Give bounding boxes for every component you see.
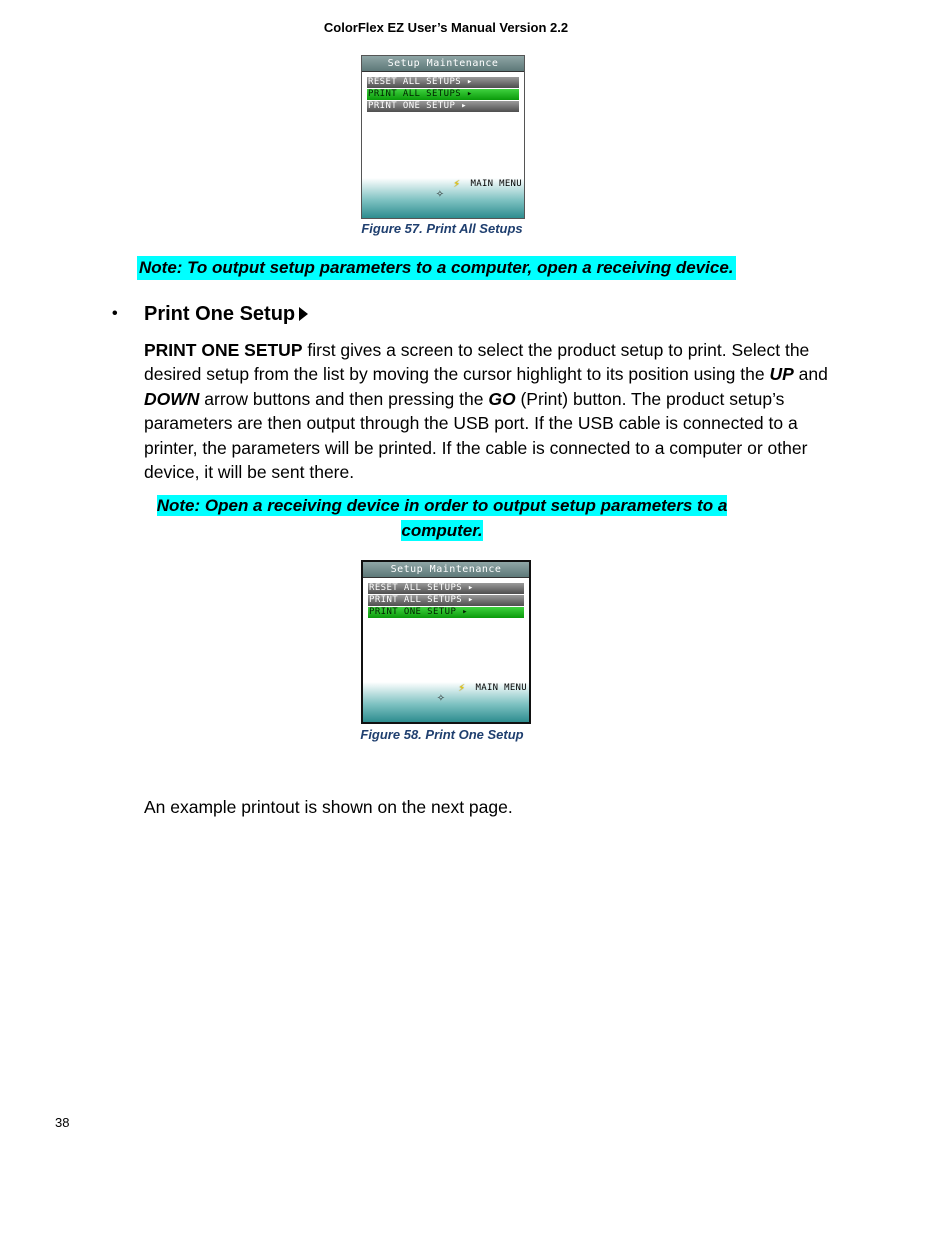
page-header: ColorFlex EZ User’s Manual Version 2.2 [323,20,569,35]
menu-item-reset-all-setups: RESET ALL SETUPS ▸ [368,583,524,594]
menu-item-reset-all-setups: RESET ALL SETUPS ▸ [367,77,519,88]
navigation-pad-icon: ✧ [436,186,444,201]
para-text: arrow buttons and then pressing the [199,388,489,409]
right-triangle-icon [299,307,308,321]
lightning-icon: ⚡ [458,681,465,694]
print-one-setup-paragraph [144,338,844,484]
screen-title: Setup Maintenance [362,56,524,72]
setup-menu [367,77,519,112]
page-number: 38 [55,1115,70,1130]
setup-menu [368,583,524,618]
screen-footer [363,682,529,722]
main-menu-label: MAIN MENU [475,683,527,693]
up-button-ref: UP [769,364,794,385]
lightning-icon: ⚡ [453,177,460,190]
bullet: • [112,305,118,322]
para-lead: PRINT ONE SETUP [144,340,303,360]
screen-footer [362,178,524,218]
navigation-pad-icon: ✧ [437,690,445,705]
device-screen-figure-57 [361,55,525,219]
menu-item-print-all-setups: PRINT ALL SETUPS ▸ [367,89,519,100]
down-button-ref: DOWN [144,388,200,409]
section-heading [112,300,308,328]
menu-item-print-one-setup: PRINT ONE SETUP ▸ [367,101,519,112]
figure-57-caption: Figure 57. Print All Setups [361,221,523,236]
para-text: and [793,364,828,385]
menu-item-print-all-setups: PRINT ALL SETUPS ▸ [368,595,524,606]
go-button-ref: GO [488,388,516,409]
example-printout-text: An example printout is shown on the next page. [144,797,513,817]
note-output-setup-parameters [144,493,740,543]
note-line-1: Note: Open a receiving device in order to output setup parameters to a [156,496,728,515]
note-open-receiving-device: Note: To output setup parameters to a computer, open a receiving device. [137,256,736,280]
para-text: (Print) button. The product setup’s parameters are then output through the USB port. If the USB cable is connected to a printer, the parameters will be printed. If the cable is connected to a computer or other device, it will be sent there. [144,388,808,483]
para-text: first gives a screen to select the product setup to print. Select the desired setup from the list by moving the cursor highlight to its position using the [144,340,810,385]
device-screen-figure-58 [361,560,531,724]
screen-title: Setup Maintenance [363,562,529,578]
heading-text: Print One Setup [144,303,296,325]
figure-58-caption: Figure 58. Print One Setup [360,727,524,742]
menu-item-print-one-setup: PRINT ONE SETUP ▸ [368,607,524,618]
main-menu-label: MAIN MENU [470,179,522,189]
note-line-2: computer. [401,521,483,540]
